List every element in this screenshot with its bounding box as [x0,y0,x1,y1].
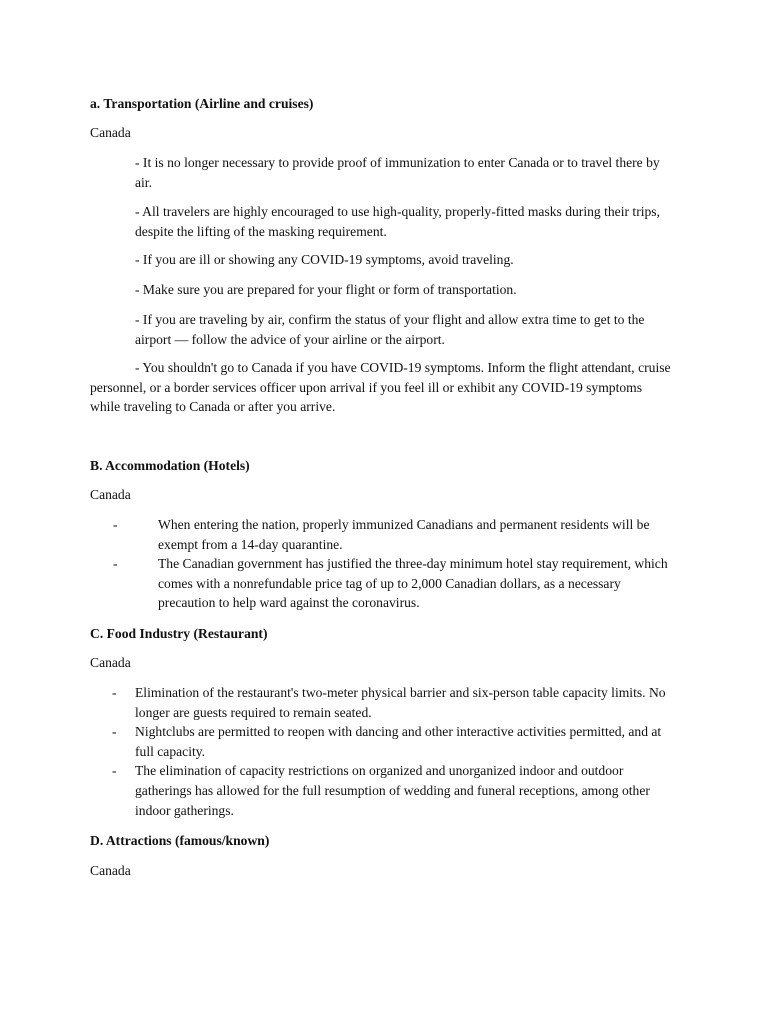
country-label: Canada [90,125,131,140]
bullet-dash: - [112,763,117,779]
list-item-text: The elimination of capacity restrictions on organized and unorganized indoor and outdoor gatherings has allowed for the full resumption of wedding and funeral receptions, among other indoor gatherings. [135,763,650,818]
section-heading-accommodation: B. Accommodation (Hotels) [90,458,250,473]
list-item [90,761,675,820]
list-item-text: Elimination of the restaurant's two-meter physical barrier and six-person table capacity limits. No longer are guests required to remain seated. [135,685,666,720]
transport-paragraph: - If you are ill or showing any COVID-19 symptoms, avoid traveling. [135,252,514,267]
country-label: Canada [90,655,131,670]
bullet-dash: - [112,685,117,700]
transport-paragraph: - All travelers are highly encouraged to use high-quality, properly-fitted masks during their trips, despite the lifting of the masking requirement. [135,204,660,239]
bullet-dash: - [112,724,117,740]
list-item [113,554,673,613]
transport-paragraph: - Make sure you are prepared for your flight or form of transportation. [135,282,517,297]
transport-paragraph: - If you are traveling by air, confirm the status of your flight and allow extra time to get to the airport — follow the advice of your airline or the airport. [135,312,645,347]
bullet-dash: - [113,517,118,532]
section-heading-food-industry: C. Food Industry (Restaurant) [90,626,268,641]
bullet-dash: - [113,556,118,572]
country-label: Canada [90,863,131,878]
list-item [113,515,673,554]
list-item-text: The Canadian government has justified the three-day minimum hotel stay requirement, which comes with a nonrefundable price tag of up to 2,000 Canadian dollars, as a necessary precaution to help ward against the coronavirus. [158,556,668,611]
country-label: Canada [90,487,131,502]
section-heading-attractions: D. Attractions (famous/known) [90,833,270,848]
section-heading-transportation: a. Transportation (Airline and cruises) [90,96,314,111]
food-industry-list [90,683,675,820]
accommodation-list [113,515,673,613]
list-item-text: When entering the nation, properly immunized Canadians and permanent residents will be exempt from a 14-day quarantine. [158,517,650,552]
transport-paragraph: - You shouldn't go to Canada if you have COVID-19 symptoms. Inform the flight attendant, cruise personnel, or a border services officer upon arrival if you feel ill or exhibit any COVID-19 symptoms while traveling to Canada or after you arrive. [90,360,671,415]
list-item [90,683,675,722]
list-item-text: Nightclubs are permitted to reopen with dancing and other interactive activities permitted, and at full capacity. [135,724,662,759]
transport-paragraph: - It is no longer necessary to provide proof of immunization to enter Canada or to travel there by air. [135,155,660,190]
list-item [90,722,675,761]
